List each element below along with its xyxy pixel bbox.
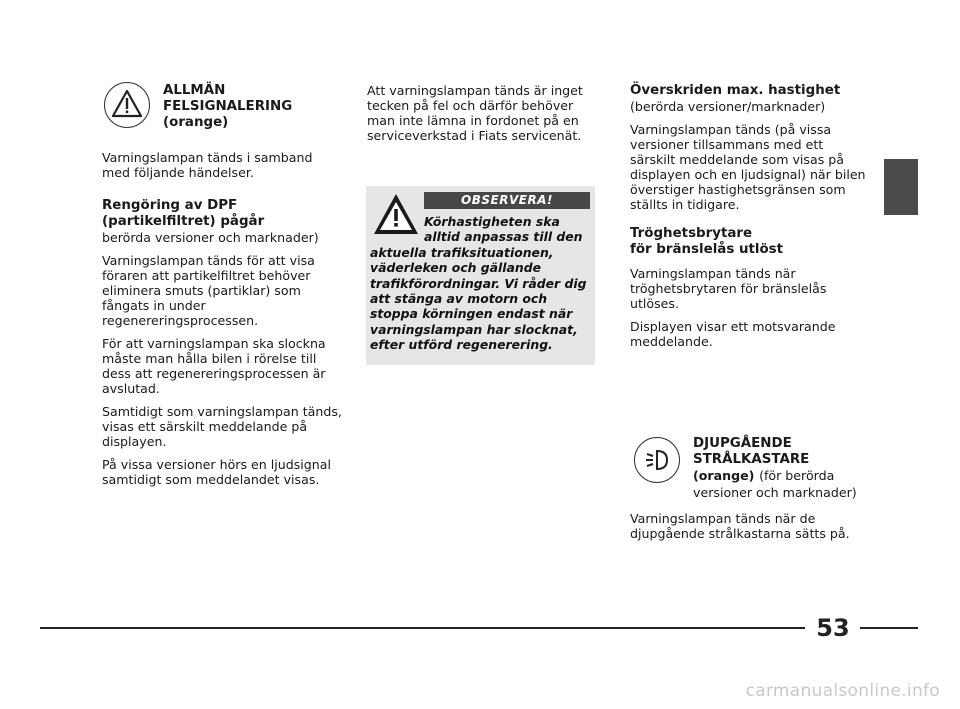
page-number: 53: [816, 614, 850, 642]
footer-rule-left: [40, 627, 805, 629]
dipped-beam-scope: (för berörda versioner och marknader): [693, 468, 857, 500]
inertia-title-1: Tröghetsbrytare: [630, 226, 753, 241]
dpf-paragraph-2: För att varningslampan ska slockna måste man hålla bilen i rörelse till dess att regenereringsprocessen är avslutad.: [102, 336, 326, 396]
column-middle: [367, 83, 589, 151]
dpf-paragraph-1: Varningslampan tänds för att visa föraren att partikelfiltret behöver eliminera smuts (partiklar) som fångats in under regenereringsprocessen.: [102, 253, 315, 328]
speed-title: Överskriden max. hastighet: [630, 83, 841, 98]
general-fault-intro: Varningslampan tänds i samband med följande händelser.: [102, 150, 313, 180]
dipped-beam-icon-circle: [634, 437, 680, 483]
general-fault-title-1: ALLMÄN: [163, 83, 226, 98]
dpf-title-2: (partikelfiltret) pågår: [102, 214, 265, 229]
general-fault-title-3: (orange): [163, 115, 229, 130]
dpf-paragraph-5: Att varningslampan tänds är inget tecken på fel och därför behöver man inte lämna in fordonet på en serviceverkstad i Fiats servicenät.: [367, 83, 583, 143]
note-line-2: alltid anpassas till den: [424, 229, 583, 245]
general-fault-title-2: FELSIGNALERING: [163, 99, 293, 114]
general-fault-heading: [163, 83, 292, 131]
note-line-rest: aktuella trafiksituationen, väderleken och gällande trafikförordningar. Vi råder dig att stänga av motorn och stoppa körningen endast när varningslampan har slocknat, efter utförd regenerering.: [370, 244, 587, 353]
note-line-1: Körhastigheten ska: [424, 214, 560, 229]
note-text: [370, 214, 592, 353]
warning-triangle-icon: [105, 83, 149, 127]
dipped-beam-orange: (orange): [693, 468, 755, 483]
dipped-beam-icon: [635, 438, 679, 482]
inertia-title-2: för bränslelås utlöst: [630, 242, 784, 257]
dpf-paragraph-3: Samtidigt som varningslampan tänds, visas ett särskilt meddelande på displayen.: [102, 404, 342, 449]
column-left: [102, 150, 342, 495]
dipped-beam-text: Varningslampan tänds när de djupgående strålkastarna sätts på.: [630, 511, 850, 541]
watermark: carmanualsonline.info: [745, 681, 940, 701]
dpf-title-1: Rengöring av DPF: [102, 198, 238, 213]
note-box: [366, 186, 595, 365]
inertia-paragraph-1: Varningslampan tänds när tröghetsbrytaren för bränslelås utlöses.: [630, 266, 827, 311]
speed-subtitle: (berörda versioner/marknader): [630, 99, 826, 114]
inertia-paragraph-2: Displayen visar ett motsvarande meddelande.: [630, 319, 836, 349]
speed-text: Varningslampan tänds (på vissa versioner tillsammans med ett särskilt meddelande som visas på displayen och en ljudsignal) när bilen överstiger hastighetsgränsen som ställts in tidigare.: [630, 122, 866, 212]
dipped-beam-title-2: STRÅLKASTARE: [693, 452, 810, 467]
note-label: OBSERVERA!: [424, 192, 590, 209]
dpf-paragraph-4: På vissa versioner hörs en ljudsignal samtidigt som meddelandet visas.: [102, 457, 331, 487]
dipped-beam-heading: [693, 436, 873, 502]
footer-rule-right: [860, 627, 918, 629]
dipped-beam-title-3: [693, 468, 873, 502]
dipped-beam-block: [630, 511, 870, 549]
general-fault-icon-circle: [104, 82, 150, 128]
dpf-subtitle: berörda versioner och marknader): [102, 230, 319, 245]
section-tab: [884, 159, 918, 215]
column-right: [630, 83, 870, 357]
dipped-beam-title-1: DJUPGÅENDE: [693, 436, 792, 451]
